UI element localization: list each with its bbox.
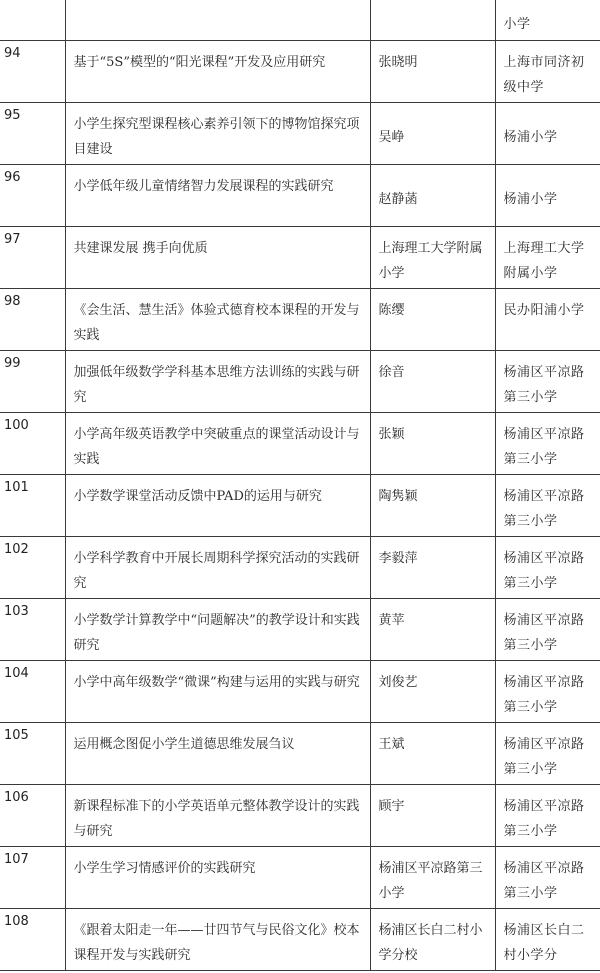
school-name: 杨浦区平凉路第三小学 bbox=[503, 736, 585, 777]
author-name: 黄苹 bbox=[378, 612, 405, 628]
project-title: 加强低年级数学学科基本思维方法训练的实践与研究 bbox=[73, 364, 360, 405]
project-title: 共建课发展 携手向优质 bbox=[73, 240, 208, 256]
project-title: 小学中高年级数学“微课”构建与运用的实践与研究 bbox=[73, 674, 360, 690]
table-row bbox=[0, 474, 600, 536]
school-name: 民办阳浦小学 bbox=[503, 302, 585, 318]
school-name: 小学 bbox=[503, 17, 531, 32]
row-number: 106 bbox=[4, 789, 29, 805]
row-number: 96 bbox=[4, 169, 21, 185]
author-name: 张颖 bbox=[378, 426, 405, 442]
table-row bbox=[0, 722, 600, 784]
table-row bbox=[0, 350, 600, 412]
row-number: 94 bbox=[4, 45, 21, 61]
school-name: 杨浦小学 bbox=[503, 191, 558, 207]
project-title: 运用概念图促小学生道德思维发展刍议 bbox=[73, 736, 295, 752]
school-name: 杨浦区平凉路第三小学 bbox=[503, 488, 585, 529]
project-title: 小学生探究型课程核心素养引领下的博物馆探究项目建设 bbox=[73, 116, 360, 157]
table-row bbox=[0, 598, 600, 660]
project-title: 小学数学课堂活动反馈中PAD的运用与研究 bbox=[73, 488, 322, 504]
project-title: 《跟着太阳走一年——廿四节气与民俗文化》校本课程开发与实践研究 bbox=[73, 922, 360, 963]
project-title: 《会生活、慧生活》体验式德育校本课程的开发与实践 bbox=[73, 302, 360, 343]
table-row bbox=[0, 846, 600, 908]
project-title: 小学高年级英语教学中突破重点的课堂活动设计与实践 bbox=[73, 426, 360, 467]
project-title: 基于“5S”模型的“阳光课程”开发及应用研究 bbox=[73, 54, 326, 70]
author-name: 顾宇 bbox=[378, 798, 405, 814]
table-row bbox=[0, 0, 600, 40]
school-name: 杨浦区平凉路第三小学 bbox=[503, 860, 585, 901]
school-name: 杨浦区平凉路第三小学 bbox=[503, 674, 585, 715]
row-number: 103 bbox=[4, 603, 29, 619]
row-number: 102 bbox=[4, 541, 29, 557]
row-number: 100 bbox=[4, 417, 29, 433]
row-number: 107 bbox=[4, 851, 29, 867]
project-title: 小学生学习情感评价的实践研究 bbox=[73, 860, 256, 876]
author-name bbox=[371, 0, 495, 12]
project-title bbox=[66, 0, 370, 12]
table-row bbox=[0, 288, 600, 350]
author-name: 杨浦区平凉路第三小学 bbox=[378, 860, 483, 901]
school-name: 杨浦区长白二村小学分 bbox=[503, 922, 585, 963]
school-name: 杨浦区平凉路第三小学 bbox=[503, 550, 585, 591]
table-row bbox=[0, 908, 600, 970]
author-name: 赵静菡 bbox=[378, 191, 418, 207]
row-number: 104 bbox=[4, 665, 29, 681]
author-name: 徐音 bbox=[378, 364, 405, 380]
table-row bbox=[0, 102, 600, 164]
project-title: 小学科学教育中开展长周期科学探究活动的实践研究 bbox=[73, 550, 360, 591]
row-number: 95 bbox=[4, 107, 21, 123]
table-row bbox=[0, 536, 600, 598]
row-number: 99 bbox=[4, 355, 21, 371]
author-name: 张晓明 bbox=[378, 54, 418, 70]
row-number: 97 bbox=[4, 231, 21, 247]
school-name: 杨浦区平凉路第三小学 bbox=[503, 426, 585, 467]
row-number: 98 bbox=[4, 293, 21, 309]
row-number: 105 bbox=[4, 727, 29, 743]
project-title: 新课程标准下的小学英语单元整体教学设计的实践与研究 bbox=[73, 798, 360, 839]
row-number: 101 bbox=[4, 479, 29, 495]
author-name: 李毅萍 bbox=[378, 550, 418, 566]
row-number: 108 bbox=[4, 913, 29, 929]
table-row bbox=[0, 660, 600, 722]
table-row bbox=[0, 226, 600, 288]
school-name: 杨浦小学 bbox=[503, 129, 558, 145]
school-name: 杨浦区平凉路第三小学 bbox=[503, 798, 585, 839]
school-name: 杨浦区平凉路第三小学 bbox=[503, 364, 585, 405]
school-name: 杨浦区平凉路第三小学 bbox=[503, 612, 585, 653]
table-row bbox=[0, 412, 600, 474]
author-name: 王斌 bbox=[378, 736, 405, 752]
table-row bbox=[0, 40, 600, 102]
project-title: 小学低年级儿童情绪智力发展课程的实践研究 bbox=[73, 178, 334, 194]
school-name: 上海理工大学附属小学 bbox=[503, 240, 585, 281]
author-name: 陶隽颖 bbox=[378, 488, 418, 504]
author-name: 吴峥 bbox=[378, 129, 405, 145]
author-name: 陈缨 bbox=[378, 302, 405, 318]
table-row bbox=[0, 164, 600, 226]
project-title: 小学数学计算教学中“问题解决”的教学设计和实践研究 bbox=[73, 612, 360, 653]
author-name: 上海理工大学附属小学 bbox=[378, 240, 483, 281]
school-name: 上海市同济初级中学 bbox=[503, 54, 585, 95]
author-name: 杨浦区长白二村小学分校 bbox=[378, 922, 483, 963]
table-row bbox=[0, 784, 600, 846]
author-name: 刘俊艺 bbox=[378, 674, 418, 690]
